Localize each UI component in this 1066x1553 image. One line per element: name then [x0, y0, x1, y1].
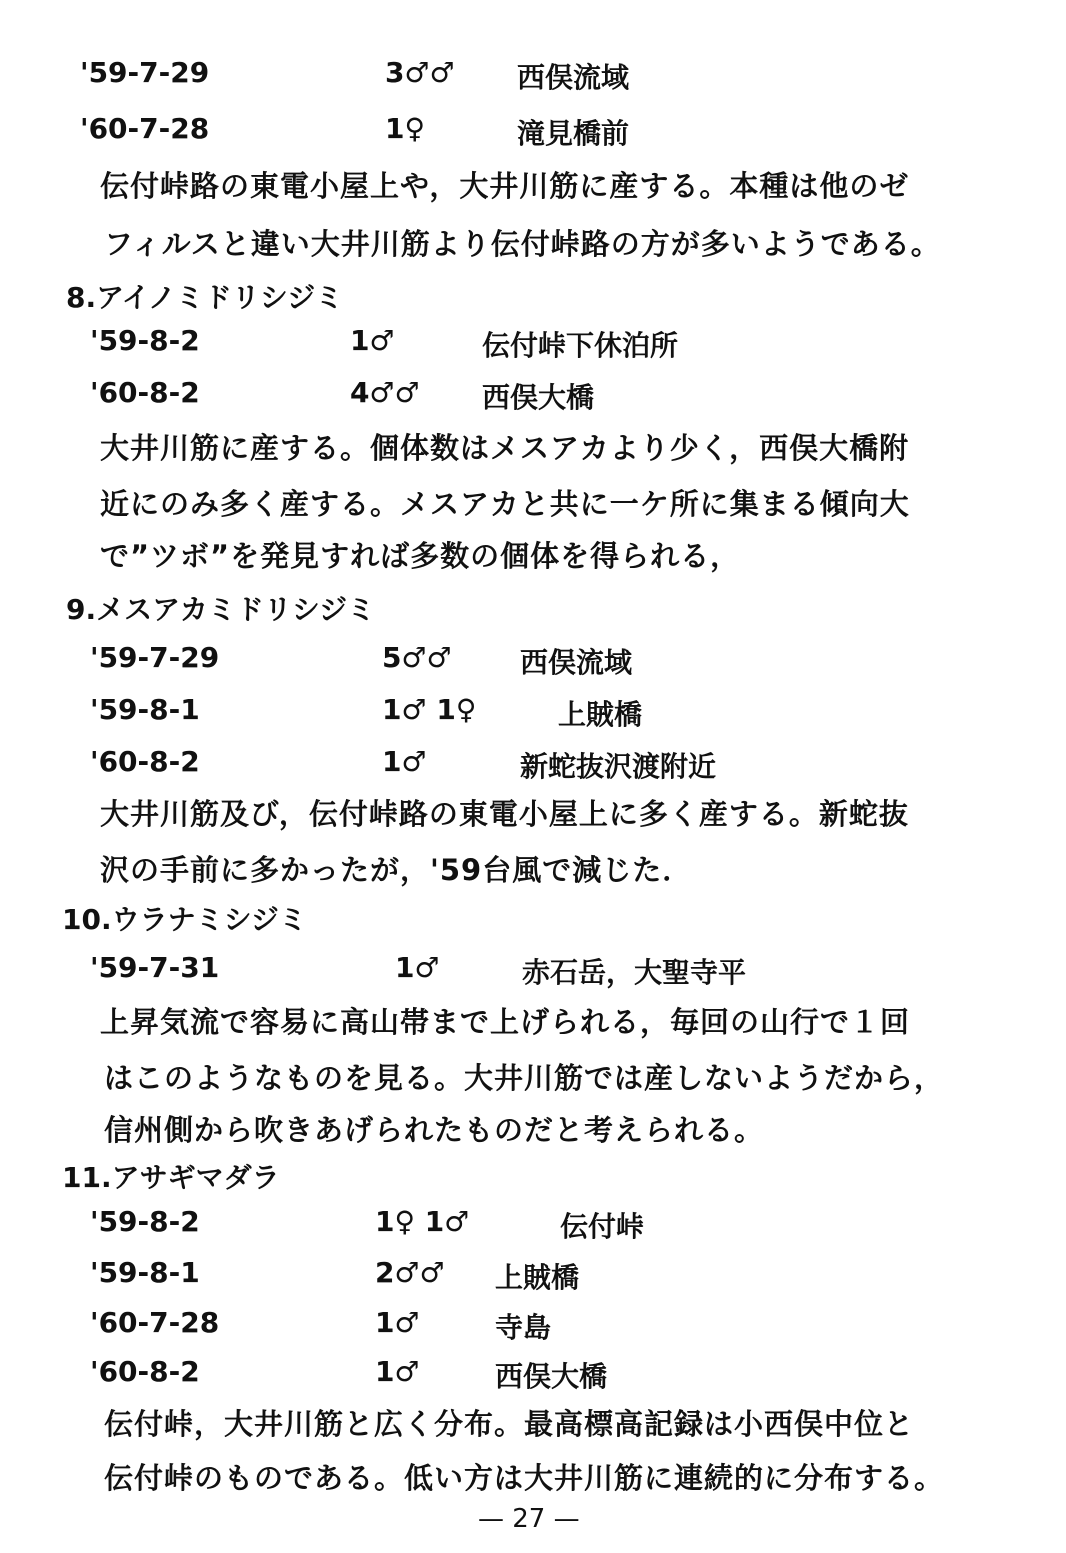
record-row [90, 1256, 990, 1292]
record-date: '59-8-1 [90, 1256, 200, 1289]
record-date: '59-7-29 [90, 641, 220, 674]
page-number: — 27 — [478, 1504, 580, 1534]
note-line: 伝付峠のものである。低い方は大井川筋に連続的に分布する。 [104, 1461, 945, 1495]
record-row [80, 112, 980, 148]
record-count: 1♂ [375, 1306, 420, 1339]
record-date: '60-7-28 [90, 1306, 220, 1339]
record-date: '59-8-2 [90, 1205, 200, 1238]
record-count: 5♂♂ [382, 641, 452, 674]
species-heading: 11.アサギマダラ [62, 1161, 280, 1194]
record-date: '60-7-28 [80, 112, 210, 145]
record-place: 上賊橋 [495, 1261, 580, 1294]
note-line: 伝付峠，大井川筋と広く分布。最高標高記録は小西俣中位と [104, 1407, 915, 1441]
species-heading: 10.ウラナミシジミ [62, 903, 307, 936]
note-line: 信州側から吹きあげられたものだと考えられる。 [104, 1113, 765, 1147]
record-row [90, 693, 990, 729]
record-count: 1♀ 1♂ [375, 1205, 470, 1238]
record-place: 西俣流域 [520, 646, 633, 679]
note-line: 近にのみ多く産する。メスアカと共に一ケ所に集まる傾向大 [100, 487, 910, 521]
record-count: 1♂ 1♀ [382, 693, 477, 726]
record-row [90, 324, 990, 360]
record-date: '60-8-2 [90, 745, 200, 778]
record-place: 上賊橋 [558, 698, 643, 731]
note-line: はこのようなものを見る。大井川筋では産しないようだから， [104, 1061, 945, 1095]
record-row [80, 56, 980, 92]
note-line: 大井川筋及び，伝付峠路の東電小屋上に多く産する。新蛇抜 [100, 797, 909, 831]
record-place: 西俣大橋 [482, 381, 595, 414]
note-line: 伝付峠路の東電小屋上や，大井川筋に産する。本種は他のゼ [100, 169, 910, 203]
record-count: 3♂♂ [385, 56, 455, 89]
record-place: 赤石岳，大聖寺平 [522, 956, 747, 989]
note-line: 沢の手前に多かったが，'59台風で減じた． [100, 853, 693, 887]
record-count: 1♂ [375, 1355, 420, 1388]
note-line: で”ツボ”を発見すれば多数の個体を得られる， [100, 539, 741, 573]
record-place: 西俣流域 [517, 61, 630, 94]
record-row [90, 745, 990, 781]
record-place: 滝見橋前 [517, 117, 630, 150]
note-line: 上昇気流で容易に高山帯まで上げられる，毎回の山行で１回 [100, 1005, 911, 1039]
record-row [90, 376, 990, 412]
record-place: 新蛇抜沢渡附近 [520, 750, 717, 783]
record-row [90, 951, 990, 987]
record-row [90, 641, 990, 677]
record-count: 1♂ [382, 745, 427, 778]
record-date: '59-8-2 [90, 324, 200, 357]
record-place: 伝付峠下休泊所 [482, 329, 679, 362]
record-date: '59-7-31 [90, 951, 220, 984]
record-count: 1♂ [350, 324, 395, 357]
note-line: フィルスと違い大井川筋より伝付峠路の方が多いようである。 [104, 227, 941, 261]
record-date: '59-7-29 [80, 56, 210, 89]
record-row [90, 1205, 990, 1241]
species-heading: 9.メスアカミドリシジミ [66, 593, 376, 626]
record-count: 1♀ [385, 112, 425, 145]
record-date: '60-8-2 [90, 1355, 200, 1388]
record-count: 2♂♂ [375, 1256, 445, 1289]
record-count: 1♂ [395, 951, 440, 984]
record-row [90, 1306, 990, 1342]
record-place: 西俣大橋 [495, 1360, 608, 1393]
record-count: 4♂♂ [350, 376, 420, 409]
record-date: '59-8-1 [90, 693, 200, 726]
record-place: 寺島 [495, 1311, 552, 1344]
record-date: '60-8-2 [90, 376, 200, 409]
note-line: 大井川筋に産する。個体数はメスアカより少く，西俣大橋附 [100, 431, 910, 465]
species-heading: 8.アイノミドリシジミ [66, 281, 344, 314]
record-row [90, 1355, 990, 1391]
record-place: 伝付峠 [560, 1210, 645, 1243]
